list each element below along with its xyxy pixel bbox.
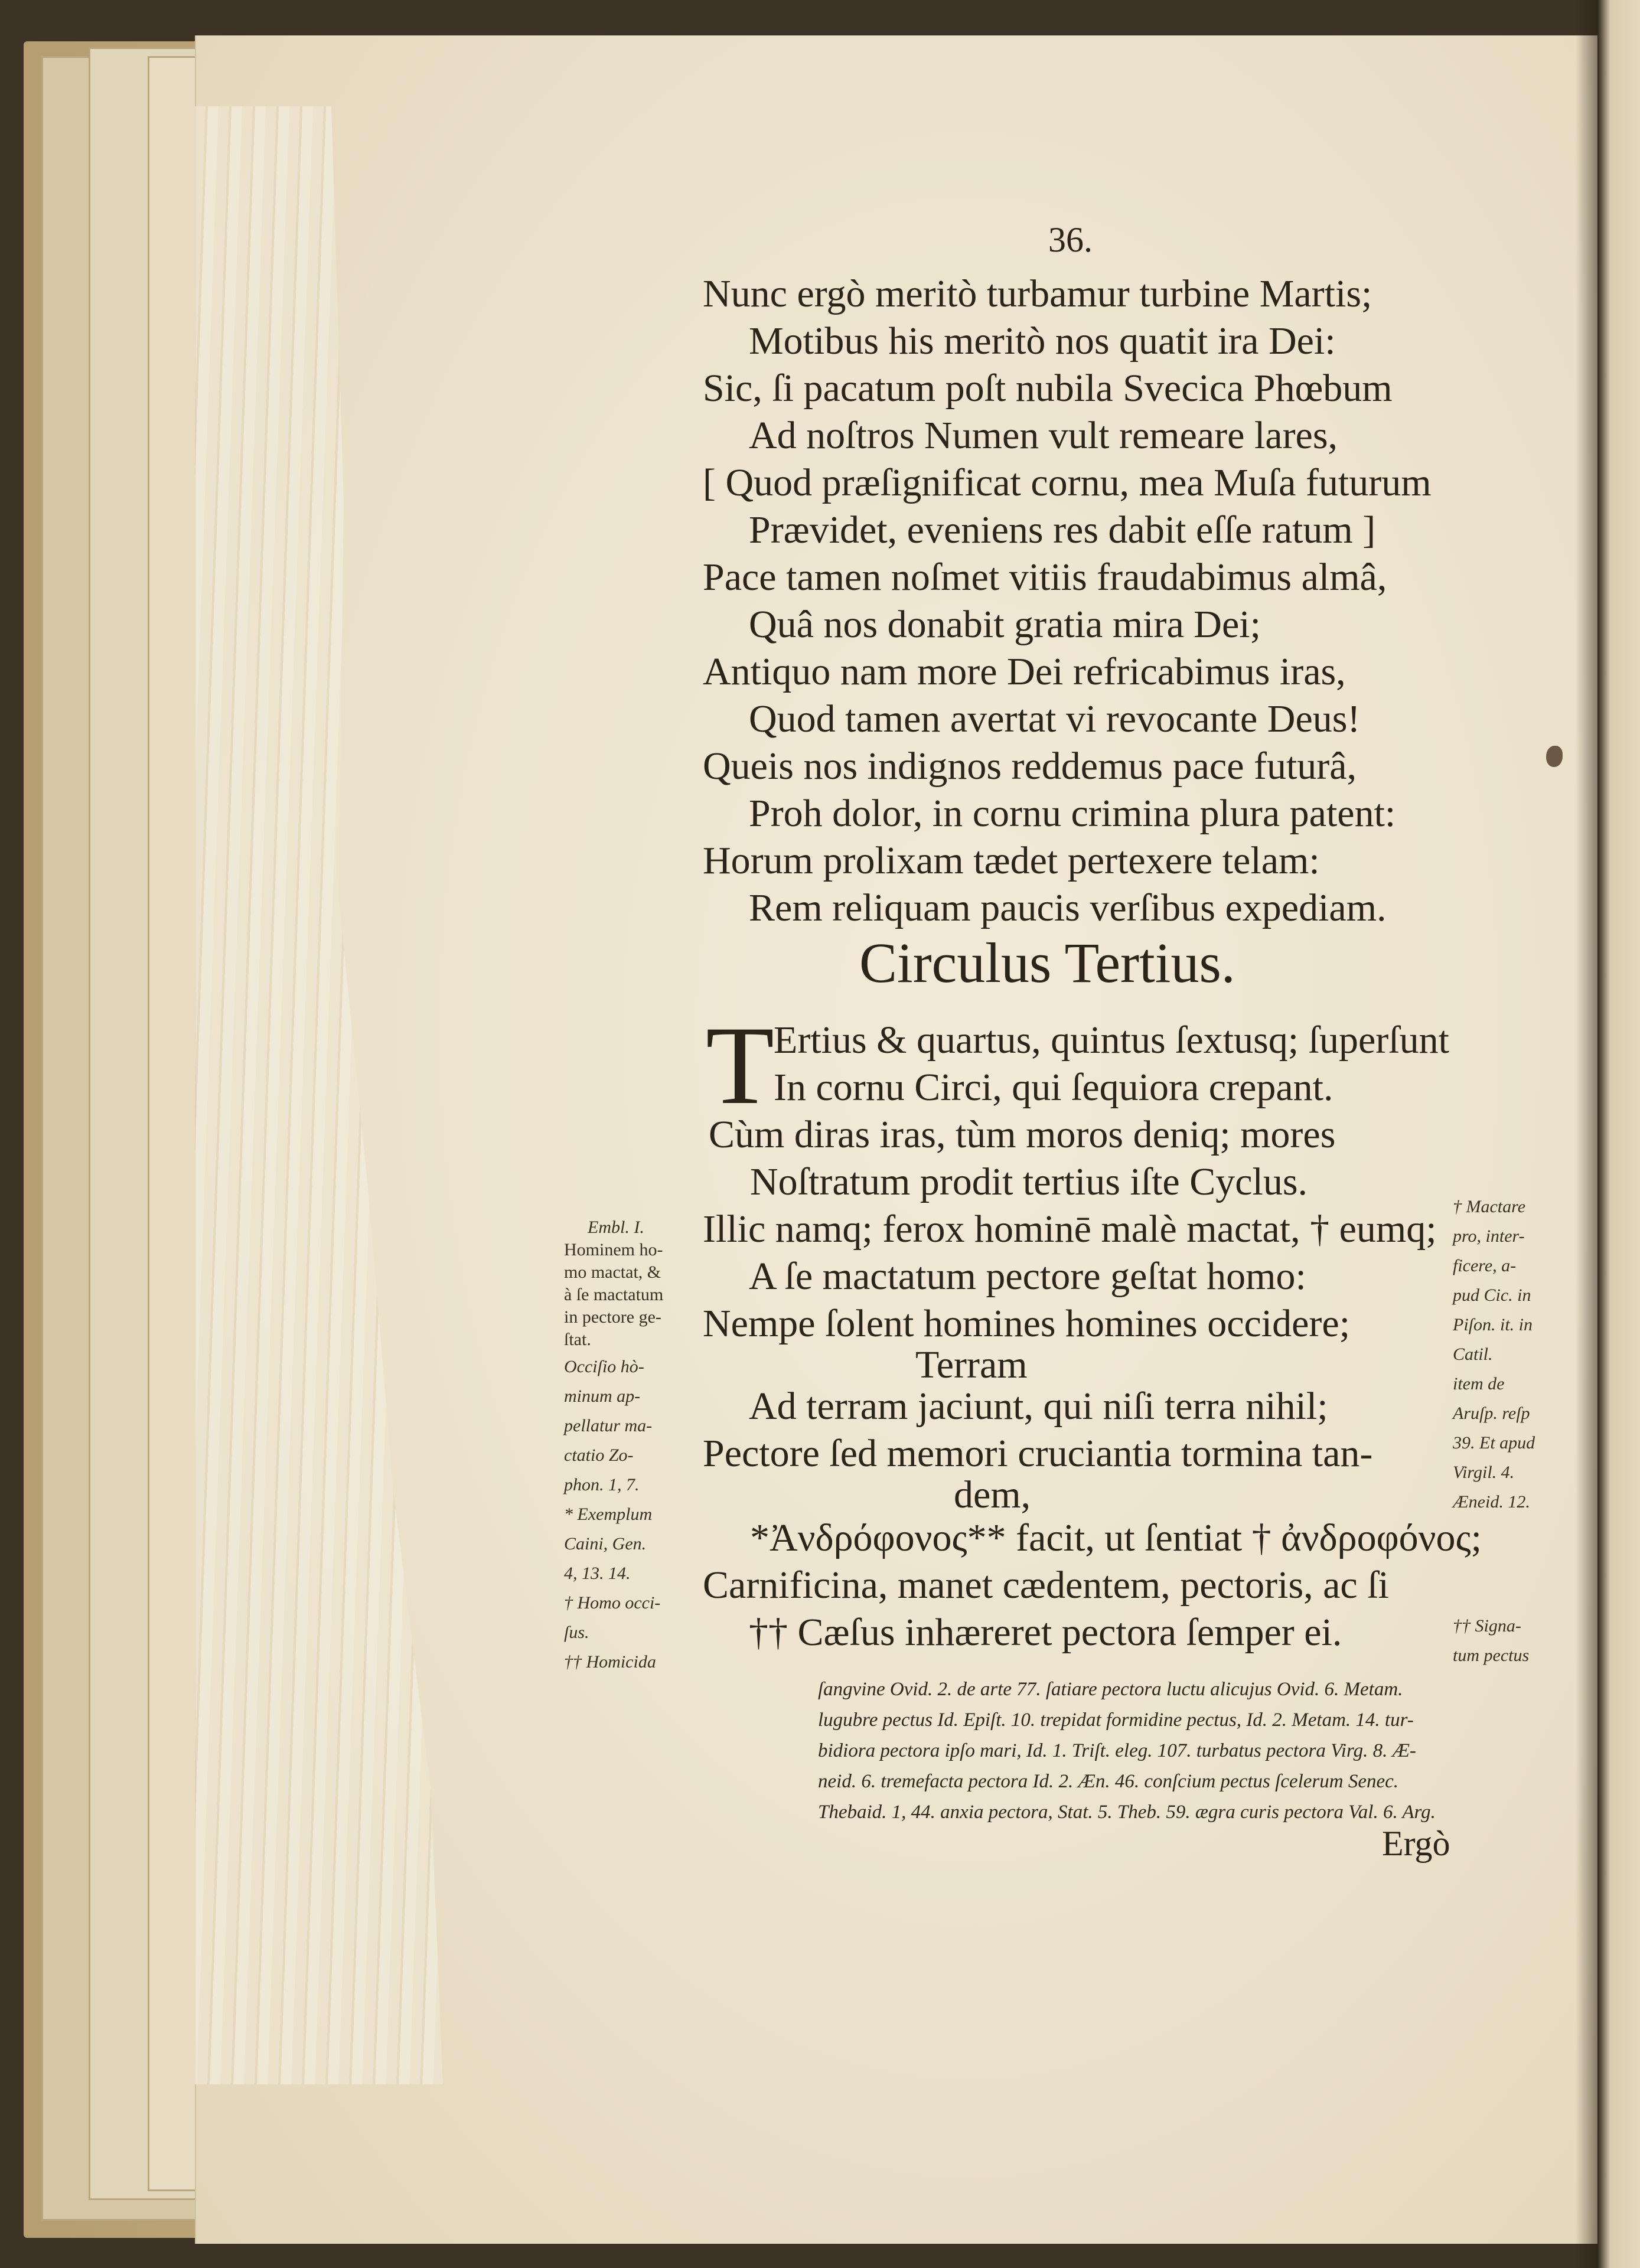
verse-line: *Ἀνδρόφονος** facit, ut ſentiat † ἀνδροφόνος; [750,1516,1482,1559]
verse-line: Illic namq; ferox hominē malè mactat, † eumq; [703,1208,1437,1251]
footnote-line: ſangvine Ovid. 2. de arte 77. ſatiare pectora luctu alicujus Ovid. 6. Metam. [818,1679,1403,1700]
margin-note-left: ſtat. [564,1330,591,1349]
margin-note-left: Caini, Gen. [564,1534,647,1554]
verse-line: Ertius & quartus, quintus ſextusq; ſuperſunt [774,1019,1449,1062]
section-heading: Circulus Tertius. [859,931,1235,994]
footnote-line: Thebaid. 1, 44. anxia pectora, Stat. 5. Theb. 59. ægra curis pectora Val. 6. Arg. [818,1802,1436,1823]
margin-note-left: * Exemplum [564,1505,653,1524]
margin-note-left: Occiſio hò- [564,1357,644,1376]
margin-note-left: in pectore ge- [564,1307,661,1327]
verse-line: In cornu Circi, qui ſequiora crepant. [774,1066,1333,1109]
drop-cap: T [706,1004,775,1128]
margin-note-right: Piſon. it. in [1453,1315,1533,1334]
margin-note-left: pellatur ma- [564,1416,653,1435]
margin-note-left: à ſe mactatum [564,1285,664,1304]
margin-note-left: 4, 13. 14. [564,1564,631,1583]
verse-line: Nunc ergò meritò turbamur turbine Martis; [703,272,1372,315]
margin-note-right: Virgil. 4. [1453,1463,1515,1482]
margin-note-right: † Mactare [1453,1197,1526,1216]
verse-line: Proh dolor, in cornu crimina plura patent: [749,792,1396,835]
verse-line: Sic, ſi pacatum poſt nubila Svecica Phœbum [703,367,1393,410]
verse-line: Pace tamen noſmet vitiis fraudabimus almâ, [703,556,1387,599]
page-number: 36. [1048,220,1093,259]
verse-line: Prævidet, eveniens res dabit eſſe ratum ] [749,508,1376,552]
margin-note-left: minum ap- [564,1386,641,1406]
margin-note-left: Embl. I. [588,1218,644,1237]
footnote-line: bidiora pectora ipſo mari, Id. 1. Triſt. eleg. 107. turbatus pectora Virg. 8. Æ- [818,1740,1416,1761]
facing-page-edge [1597,0,1640,2268]
verse-line: [ Quod præſignificat cornu, mea Muſa futurum [703,461,1432,504]
margin-note-right: pro, inter- [1453,1226,1525,1246]
footnote-line: lugubre pectus Id. Epiſt. 10. trepidat formidine pectus, Id. 2. Metam. 14. tur- [818,1709,1414,1731]
verse-line: Ad noſtros Numen vult remeare lares, [749,414,1338,457]
margin-note-left: ctatio Zo- [564,1445,634,1465]
margin-note-right: 39. Et apud [1453,1433,1535,1453]
verse-line: Horum prolixam tædet pertexere telam: [703,839,1320,882]
margin-note-right: Æneid. 12. [1453,1492,1530,1512]
gutter-shadow [1576,0,1599,2268]
margin-note-left: ſus. [564,1623,589,1642]
verse-line: Ad terram jaciunt, qui niſi terra nihil; [749,1385,1328,1428]
margin-note-right: item de [1453,1374,1505,1394]
margin-note-left: phon. 1, 7. [564,1475,640,1494]
verse-line: dem, [954,1473,1031,1516]
margin-note-right: tum pectus [1453,1646,1530,1665]
verse-line: Noſtratum prodit tertius iſte Cyclus. [750,1160,1308,1203]
verse-line: Rem reliquam paucis verſibus expediam. [749,886,1387,929]
margin-note-right: ficere, a- [1453,1256,1517,1275]
verse-line: Carnificina, manet cædentem, pectoris, ac ſi [703,1564,1389,1607]
ink-stain [1546,746,1563,767]
margin-note-right: Aruſp. reſp [1453,1404,1530,1423]
margin-note-right: †† Signa- [1453,1616,1521,1636]
margin-note-right: Catil. [1453,1345,1493,1364]
verse-line: A ſe mactatum pectore geſtat homo: [749,1255,1306,1298]
catchword: Ergò [1382,1824,1450,1863]
verse-line: Queis nos indignos reddemus pace futurâ, [703,745,1357,788]
margin-note-left: mo mactat, & [564,1262,661,1282]
verse-line: Quâ nos donabit gratia mira Dei; [749,603,1261,646]
verse-line: Antiquo nam more Dei refricabimus iras, [703,650,1346,693]
margin-note-left: Hominem ho- [564,1240,663,1259]
verse-line: Cùm diras iras, tùm moros deniq; mores [709,1113,1336,1156]
margin-note-left: †† Homicida [564,1652,656,1672]
verse-line: Quod tamen avertat vi revocante Deus! [749,697,1361,740]
verse-line: Pectore ſed memori cruciantia tormina tan- [703,1432,1373,1475]
margin-note-left: † Homo occi- [564,1593,661,1613]
verse-line: Nempe ſolent homines homines occidere; [703,1302,1351,1345]
margin-note-right: pud Cic. in [1453,1285,1531,1305]
verse-line: †† Cæſus inhæreret pectora ſemper ei. [749,1611,1342,1654]
verse-line: Motibus his meritò nos quatit ira Dei: [749,319,1336,363]
verse-line: Terram [915,1343,1028,1386]
footnote-line: neid. 6. tremefacta pectora Id. 2. Æn. 46. conſcium pectus ſcelerum Senec. [818,1771,1399,1792]
